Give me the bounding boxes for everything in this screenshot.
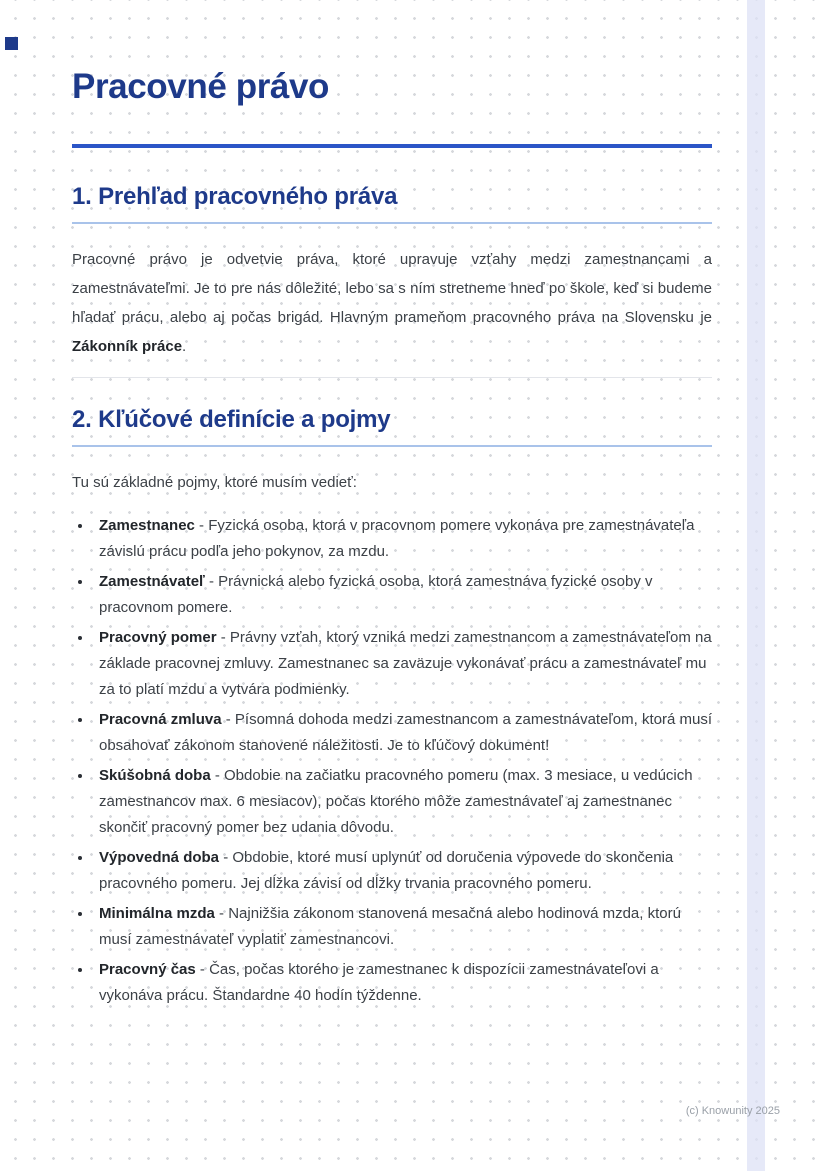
definition-term: Minimálna mzda bbox=[99, 905, 215, 922]
definition-term: Skúšobná doba bbox=[99, 767, 211, 784]
definition-item bbox=[93, 707, 712, 759]
section2-intro: Tu sú základné pojmy, ktoré musím vedieť: bbox=[72, 474, 357, 491]
page-title: Pracovné právo bbox=[72, 67, 330, 106]
definition-text: - Čas, počas ktorého je zamestnanec k dispozícii zamestnávateľovi a vykonáva prácu. Štandardne 40 hodín týždenne. bbox=[99, 961, 659, 1004]
definition-text: - Právnická alebo fyzická osoba, ktorá zamestnáva fyzické osoby v pracovnom pomere. bbox=[99, 573, 653, 616]
definition-term: Zamestnanec bbox=[99, 517, 195, 534]
definition-term: Pracovný čas bbox=[99, 961, 196, 978]
definition-text: - Písomná dohoda medzi zamestnancom a zamestnávateľom, ktorá musí obsahovať zákonom stanovené náležitosti. Je to kľúčový dokument! bbox=[99, 711, 712, 754]
definition-term: Výpovedná doba bbox=[99, 849, 220, 866]
footer-credit: (c) Knowunity 2025 bbox=[685, 1105, 780, 1117]
definition-text: - Fyzická osoba, ktorá v pracovnom pomere vykonáva pre zamestnávateľa závislú prácu podľa jeho pokynov, za mzdu. bbox=[99, 517, 695, 560]
section-definitions bbox=[72, 405, 712, 1009]
section1-heading: 1. Prehľad pracovného práva bbox=[72, 182, 712, 224]
definition-text: - Obdobie, ktoré musí uplynúť od doručenia výpovede do skončenia pracovného pomeru. Jej dĺžka závisí od dĺžky trvania pracovného pomeru. bbox=[99, 849, 674, 892]
text-segment: Pracovné právo je odvetvie práva, ktoré upravuje vzťahy medzi zamestnancami a zamestnávateľmi. Je to pre nás dôležité, lebo sa s ním stretneme hneď po škole, keď si budeme hľadať prácu, alebo aj počas brigád. Hlavným prameňom pracovného práva na Slovensku je bbox=[72, 251, 712, 326]
definition-item bbox=[93, 763, 712, 841]
definition-item bbox=[93, 513, 712, 565]
title-underline-rule bbox=[72, 144, 712, 148]
section1-paragraph bbox=[72, 245, 712, 361]
definition-term: Pracovná zmluva bbox=[99, 711, 222, 728]
definition-item bbox=[93, 845, 712, 897]
definition-item bbox=[93, 569, 712, 621]
definition-term: Zamestnávateľ bbox=[99, 573, 205, 590]
bold-text: Zákonník práce bbox=[72, 338, 183, 355]
definition-text: - Obdobie na začiatku pracovného pomeru (max. 3 mesiace, u vedúcich zamestnancov max. 6 mesiacov), počas ktorého môže zamestnávateľ aj zamestnanec skončiť pracovný pomer bez udania dôvodu. bbox=[99, 767, 693, 836]
section-divider bbox=[72, 377, 712, 378]
section-overview bbox=[72, 182, 712, 361]
definition-item bbox=[93, 625, 712, 703]
definition-text: - Právny vzťah, ktorý vzniká medzi zamestnancom a zamestnávateľom na základe pracovnej zmluvy. Zamestnanec sa zaväzuje vykonávať prácu a zamestnávateľ mu za to platí mzdu a vytvára podmienky. bbox=[99, 629, 712, 698]
definitions-list bbox=[72, 513, 712, 1009]
definition-text: - Najnižšia zákonom stanovená mesačná alebo hodinová mzda, ktorú musí zamestnávateľ vyplatiť zamestnancovi. bbox=[99, 905, 681, 948]
definition-term: Pracovný pomer bbox=[99, 629, 217, 646]
definition-item bbox=[93, 957, 712, 1009]
text-segment: . bbox=[182, 338, 187, 355]
definition-item bbox=[93, 901, 712, 953]
section2-heading: 2. Kľúčové definície a pojmy bbox=[72, 405, 712, 447]
